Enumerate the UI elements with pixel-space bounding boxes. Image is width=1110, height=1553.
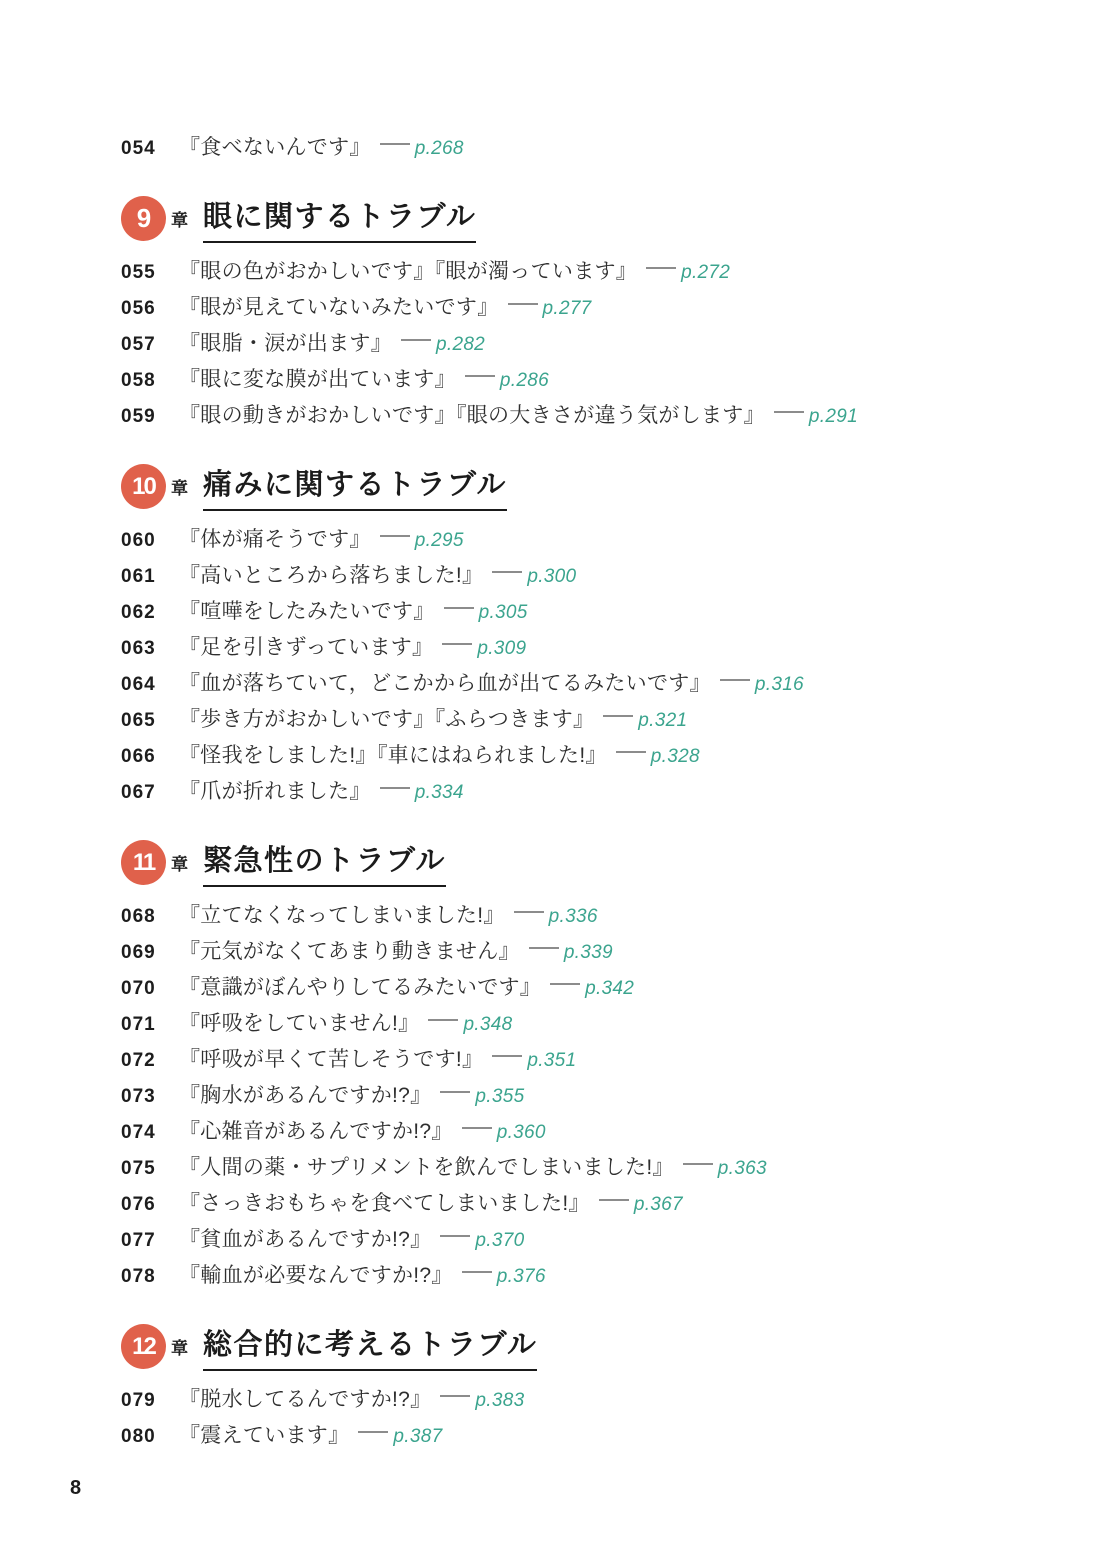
toc-entry-page-ref: p.355 xyxy=(475,1086,525,1107)
toc-entry xyxy=(121,559,1021,587)
toc-entry-page-ref: p.360 xyxy=(496,1122,546,1143)
toc-entry-title: 『立てなくなってしまいました!』 xyxy=(179,904,505,927)
toc-entry-page-ref: p.336 xyxy=(548,906,598,927)
toc-entry-title: 『輸血が必要なんですか!?』 xyxy=(179,1264,453,1287)
table-of-contents xyxy=(121,131,1021,1455)
toc-entry-page-ref: p.383 xyxy=(475,1390,525,1411)
toc-entry xyxy=(121,739,1021,767)
toc-entry-title: 『眼に変な膜が出ています』 xyxy=(179,368,456,391)
toc-entry-number: 057 xyxy=(121,334,156,355)
leader-dash-icon xyxy=(646,267,676,269)
toc-entry xyxy=(121,399,1021,427)
leader-dash-icon xyxy=(442,643,472,645)
toc-entry-title: 『震えています』 xyxy=(179,1424,350,1447)
leader-dash-icon xyxy=(401,339,431,341)
chapter-section xyxy=(121,1322,1021,1447)
toc-entry-title: 『呼吸が早くて苦しそうです!』 xyxy=(179,1048,484,1071)
toc-entry-number: 066 xyxy=(121,746,156,767)
chapter-items xyxy=(121,523,1021,803)
toc-entry-page-ref: p.268 xyxy=(414,138,464,159)
toc-entry-page-ref: p.286 xyxy=(499,370,549,391)
chapter-suffix-label: 章 xyxy=(171,855,188,874)
leader-dash-icon xyxy=(444,607,474,609)
toc-entry-number: 062 xyxy=(121,602,156,623)
toc-entry-page-ref: p.305 xyxy=(478,602,528,623)
toc-entry-page-ref: p.376 xyxy=(496,1266,546,1287)
leader-dash-icon xyxy=(440,1395,470,1397)
leader-dash-icon xyxy=(492,571,522,573)
leader-dash-icon xyxy=(440,1091,470,1093)
toc-entry-title: 『爪が折れました』 xyxy=(179,780,371,803)
toc-entry-number: 074 xyxy=(121,1122,156,1143)
toc-entry xyxy=(121,291,1021,319)
toc-entry-title: 『元気がなくてあまり動きません』 xyxy=(179,940,520,963)
toc-entry-number: 065 xyxy=(121,710,156,731)
toc-entry xyxy=(121,935,1021,963)
chapter-header xyxy=(121,838,1021,887)
toc-entry-title: 『さっきおもちゃを食べてしまいました!』 xyxy=(179,1192,590,1215)
leader-dash-icon xyxy=(529,947,559,949)
toc-entry-number: 059 xyxy=(121,406,156,427)
toc-entry-number: 063 xyxy=(121,638,156,659)
leader-dash-icon xyxy=(508,303,538,305)
toc-entry xyxy=(121,363,1021,391)
toc-entry-number: 060 xyxy=(121,530,156,551)
leader-dash-icon xyxy=(462,1271,492,1273)
toc-entry-page-ref: p.348 xyxy=(463,1014,513,1035)
leader-dash-icon xyxy=(380,787,410,789)
leader-dash-icon xyxy=(440,1235,470,1237)
toc-entry xyxy=(121,1259,1021,1287)
toc-entry-number: 058 xyxy=(121,370,156,391)
toc-entry-title: 『眼の色がおかしいです』『眼が濁っています』 xyxy=(179,260,638,283)
toc-entry xyxy=(121,1079,1021,1107)
toc-entry xyxy=(121,131,1021,159)
chapter-title: 総合的に考えるトラブル xyxy=(203,1322,537,1371)
toc-entry-title: 『呼吸をしていません!』 xyxy=(179,1012,420,1035)
chapter-title: 眼に関するトラブル xyxy=(203,194,476,243)
toc-entry-page-ref: p.334 xyxy=(414,782,464,803)
toc-entry-title: 『歩き方がおかしいです』『ふらつきます』 xyxy=(179,708,595,731)
toc-entry-title: 『足を引きずっています』 xyxy=(179,636,434,659)
toc-entry xyxy=(121,255,1021,283)
toc-entry-title: 『貧血があるんですか!?』 xyxy=(179,1228,432,1251)
toc-entry xyxy=(121,1043,1021,1071)
leader-dash-icon xyxy=(514,911,544,913)
toc-entry-title: 『血が落ちていて，どこかから血が出てるみたいです』 xyxy=(179,672,711,695)
toc-entry xyxy=(121,327,1021,355)
toc-entry-number: 056 xyxy=(121,298,156,319)
toc-entry-title: 『怪我をしました!』『車にはねられました!』 xyxy=(179,744,607,767)
toc-entry-page-ref: p.321 xyxy=(638,710,688,731)
chapter-items xyxy=(121,899,1021,1287)
toc-entry-number: 078 xyxy=(121,1266,156,1287)
toc-entry-title: 『体が痛そうです』 xyxy=(179,528,371,551)
toc-entry xyxy=(121,899,1021,927)
chapter-header xyxy=(121,462,1021,511)
chapter-suffix-label: 章 xyxy=(171,1339,188,1358)
toc-entry-number: 070 xyxy=(121,978,156,999)
toc-entry-number: 067 xyxy=(121,782,156,803)
chapter-number-badge: 9 xyxy=(121,196,166,241)
chapter-section xyxy=(121,194,1021,427)
toc-entry-number: 079 xyxy=(121,1390,156,1411)
chapter-section xyxy=(121,838,1021,1287)
leader-dash-icon xyxy=(358,1431,388,1433)
leader-dash-icon xyxy=(550,983,580,985)
toc-entry xyxy=(121,1383,1021,1411)
toc-entry xyxy=(121,523,1021,551)
toc-entry xyxy=(121,631,1021,659)
chapter-suffix-label: 章 xyxy=(171,211,188,230)
toc-entry xyxy=(121,595,1021,623)
leader-dash-icon xyxy=(720,679,750,681)
toc-entry-page-ref: p.328 xyxy=(650,746,700,767)
toc-entry-number: 071 xyxy=(121,1014,156,1035)
leader-dash-icon xyxy=(465,375,495,377)
toc-entry-number: 068 xyxy=(121,906,156,927)
toc-entry-page-ref: p.339 xyxy=(563,942,613,963)
toc-entry-title: 『意識がぼんやりしてるみたいです』 xyxy=(179,976,542,999)
toc-entry-title: 『喧嘩をしたみたいです』 xyxy=(179,600,435,623)
chapter-header xyxy=(121,194,1021,243)
chapter-section xyxy=(121,462,1021,803)
toc-entry xyxy=(121,1187,1021,1215)
toc-entry-number: 054 xyxy=(121,138,156,159)
leader-dash-icon xyxy=(462,1127,492,1129)
toc-entry-title: 『脱水してるんですか!?』 xyxy=(179,1388,432,1411)
toc-entry-number: 069 xyxy=(121,942,156,963)
toc-entry xyxy=(121,667,1021,695)
toc-entry-number: 075 xyxy=(121,1158,156,1179)
leader-dash-icon xyxy=(492,1055,522,1057)
leader-dash-icon xyxy=(616,751,646,753)
toc-entry xyxy=(121,1151,1021,1179)
toc-entry-title: 『食べないんです』 xyxy=(179,136,371,159)
leader-dash-icon xyxy=(683,1163,713,1165)
leader-dash-icon xyxy=(428,1019,458,1021)
chapter-number-badge: 12 xyxy=(121,1324,166,1369)
toc-entry-title: 『眼脂・涙が出ます』 xyxy=(179,332,392,355)
leader-dash-icon xyxy=(380,535,410,537)
toc-entry-page-ref: p.351 xyxy=(527,1050,577,1071)
toc-entry-page-ref: p.342 xyxy=(585,978,635,999)
toc-entry-page-ref: p.282 xyxy=(436,334,486,355)
chapter-number-badge: 10 xyxy=(121,464,166,509)
toc-entry-number: 080 xyxy=(121,1426,156,1447)
chapter-header xyxy=(121,1322,1021,1371)
toc-entry xyxy=(121,1007,1021,1035)
toc-entry-number: 077 xyxy=(121,1230,156,1251)
toc-entry-page-ref: p.370 xyxy=(475,1230,525,1251)
toc-entry xyxy=(121,971,1021,999)
toc-entry-page-ref: p.387 xyxy=(393,1426,443,1447)
toc-entry xyxy=(121,1223,1021,1251)
toc-entry-title: 『眼の動きがおかしいです』『眼の大きさが違う気がします』 xyxy=(179,404,765,427)
toc-entry-number: 061 xyxy=(121,566,156,587)
leader-dash-icon xyxy=(603,715,633,717)
toc-entry-title: 『人間の薬・サプリメントを飲んでしまいました!』 xyxy=(179,1156,674,1179)
toc-entry-number: 073 xyxy=(121,1086,156,1107)
toc-entry-number: 072 xyxy=(121,1050,156,1071)
toc-entry-page-ref: p.291 xyxy=(808,406,858,427)
chapter-items xyxy=(121,255,1021,427)
toc-entry-title: 『心雑音があるんですか!?』 xyxy=(179,1120,453,1143)
chapter-suffix-label: 章 xyxy=(171,479,188,498)
toc-entry-page-ref: p.367 xyxy=(633,1194,683,1215)
chapter-title: 緊急性のトラブル xyxy=(203,838,446,887)
toc-entry-number: 064 xyxy=(121,674,156,695)
toc-entry-number: 076 xyxy=(121,1194,156,1215)
toc-entry-page-ref: p.309 xyxy=(477,638,527,659)
chapter-title: 痛みに関するトラブル xyxy=(203,462,507,511)
chapter-items xyxy=(121,1383,1021,1447)
toc-entry-page-ref: p.300 xyxy=(527,566,577,587)
page-number: 8 xyxy=(70,1477,82,1499)
toc-entry-title: 『高いところから落ちました!』 xyxy=(179,564,484,587)
toc-entry-page-ref: p.363 xyxy=(717,1158,767,1179)
leader-dash-icon xyxy=(599,1199,629,1201)
toc-entry xyxy=(121,1419,1021,1447)
toc-entry-title: 『胸水があるんですか!?』 xyxy=(179,1084,432,1107)
toc-entry-page-ref: p.316 xyxy=(754,674,804,695)
toc-entry xyxy=(121,1115,1021,1143)
leader-dash-icon xyxy=(774,411,804,413)
toc-entry-number: 055 xyxy=(121,262,156,283)
toc-entry-page-ref: p.277 xyxy=(542,298,592,319)
toc-entry-page-ref: p.272 xyxy=(681,262,731,283)
toc-entry xyxy=(121,775,1021,803)
toc-entry-title: 『眼が見えていないみたいです』 xyxy=(179,296,499,319)
leader-dash-icon xyxy=(380,143,410,145)
toc-entry xyxy=(121,703,1021,731)
chapter-number-badge: 11 xyxy=(121,840,166,885)
toc-entry-page-ref: p.295 xyxy=(414,530,464,551)
